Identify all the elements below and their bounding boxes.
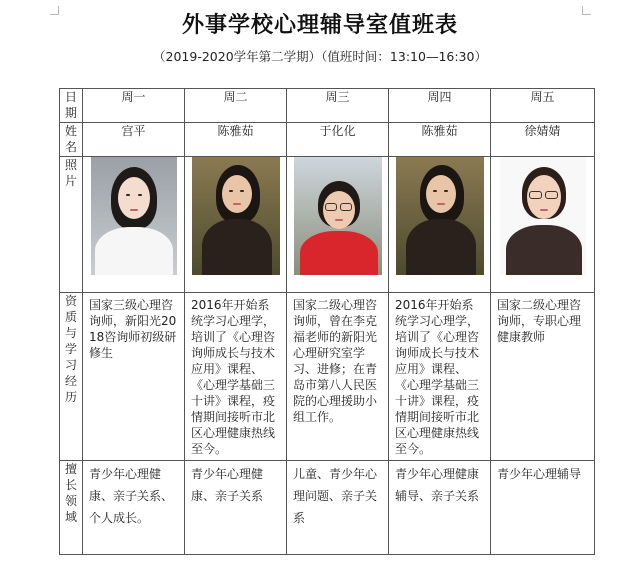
counselor-name: 陈雅茹 xyxy=(185,123,287,157)
portrait-photo-woman-glasses xyxy=(500,157,586,275)
specialty-text: 青少年心理健康、亲子关系 xyxy=(191,467,264,503)
document-title: 外事学校心理辅导室值班表 xyxy=(181,13,458,38)
portrait-photo-woman-dark-jacket xyxy=(192,157,280,275)
weekday-thursday: 周四 xyxy=(389,89,491,123)
qualification-text: 国家二级心理咨询师，专职心理健康教师 xyxy=(497,298,582,344)
label-date: 日期 xyxy=(60,89,83,123)
label-specialty: 擅长领域 xyxy=(60,461,83,555)
counselor-name: 宫平 xyxy=(83,123,185,157)
counselor-name: 陈雅茹 xyxy=(389,123,491,157)
row-specialty xyxy=(60,461,595,555)
label-qualification: 资质与学习经历 xyxy=(60,293,83,461)
weekday-monday: 周一 xyxy=(83,89,185,123)
qualification-text: 国家三级心理咨询师，新阳光2018咨询师初级研修生 xyxy=(89,298,177,360)
qualification-text: 2016年开始系统学习心理学，培训了《心理咨询师成长与技术应用》课程、《心理学基础三十讲》课程，疫情期间接听市北区心理健康热线至今。 xyxy=(191,298,276,456)
row-photo xyxy=(60,157,595,293)
qualification-text: 2016年开始系统学习心理学，培训了《心理咨询师成长与技术应用》课程、《心理学基础三十讲》课程，疫情期间接听市北区心理健康热线至今。 xyxy=(395,298,480,456)
counselor-name: 于化化 xyxy=(287,123,389,157)
label-photo: 照片 xyxy=(60,157,83,293)
specialty-text: 青少年心理辅导 xyxy=(497,467,582,481)
counselor-name: 徐婧婧 xyxy=(491,123,595,157)
duty-schedule-table xyxy=(59,88,595,555)
portrait-photo-woman-red-jacket xyxy=(294,157,382,275)
portrait-photo-woman-white-blouse xyxy=(91,157,177,275)
document-subtitle: （2019-2020学年第二学期）（值班时间：13:10—16:30） xyxy=(153,49,487,64)
specialty-text: 青少年心理健康辅导、亲子关系 xyxy=(395,467,480,503)
row-date xyxy=(60,89,595,123)
weekday-wednesday: 周三 xyxy=(287,89,389,123)
row-qualification xyxy=(60,293,595,461)
specialty-text: 青少年心理健康、亲子关系、个人成长。 xyxy=(89,467,174,525)
label-name: 姓名 xyxy=(60,123,83,157)
weekday-friday: 周五 xyxy=(491,89,595,123)
weekday-tuesday: 周二 xyxy=(185,89,287,123)
specialty-text: 儿童、青少年心理问题、亲子关系 xyxy=(293,467,378,525)
qualification-text: 国家二级心理咨询师，曾在李克福老师的新阳光心理研究室学习、进修；在青岛市第八人民医院的心理援助小组工作。 xyxy=(293,298,378,424)
portrait-photo-woman-dark-jacket xyxy=(396,157,484,275)
row-name xyxy=(60,123,595,157)
